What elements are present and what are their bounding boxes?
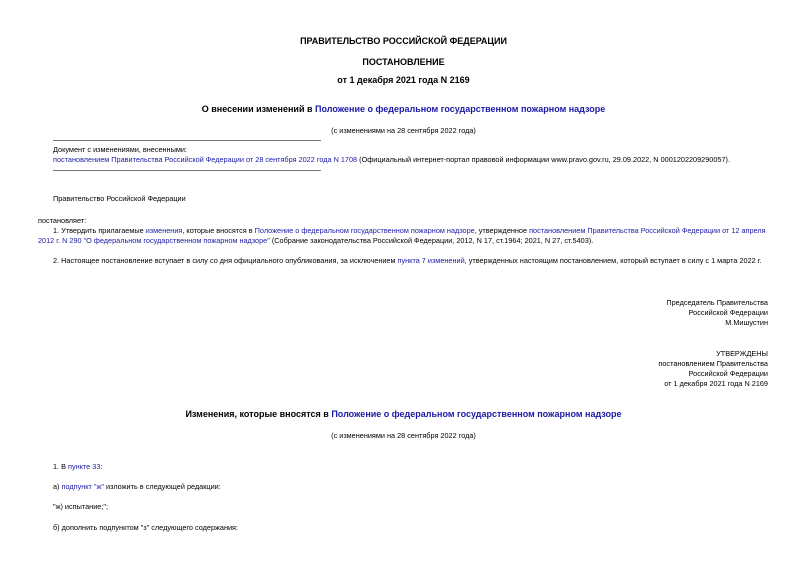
title-revision-note: (с изменениями на 28 сентября 2022 года) — [331, 126, 476, 135]
annex-subpoint-a-end: изложить в следующей редакции: — [103, 482, 221, 491]
amending-resolution-link[interactable]: постановлением Правительства Российской Федерации от 28 сентября 2022 года N 1708 — [53, 155, 358, 164]
annex-title — [0, 409, 807, 419]
annex-regulation-link[interactable]: Положение о федеральном государственном пожарном надзоре — [331, 409, 622, 419]
changes-box-heading: Документ с изменениями, внесенными: — [53, 145, 187, 154]
item-2-text-a: 2. Настоящее постановление вступает в силу со дня официального опубликования, за исключением — [53, 256, 398, 265]
amending-resolution-source: (Официальный интернет-портал правовой информации www.pravo.gov.ru, 29.09.2022, N 0001202209290057). — [357, 155, 730, 164]
resolution-290-link[interactable]: постановлением Правительства Российской Федерации от 12 апреля 2012 г. N 290 "О федеральном государственном пожарном надзоре" — [38, 226, 766, 245]
item-1-paragraph — [38, 226, 770, 246]
approved-label: УТВЕРЖДЕНЫ — [716, 349, 768, 358]
annex-point-1-text: 1. В — [53, 462, 69, 471]
signature-name: М.Мишустин — [725, 318, 768, 327]
title-prefix: О внесении изменений в — [201, 104, 316, 114]
item-2-paragraph — [38, 256, 770, 266]
resolves-text: постановляет: — [38, 216, 87, 225]
item-1-regulation-link[interactable]: Положение о федеральном государственном пожарном надзоре — [254, 226, 475, 235]
changes-box-entry — [53, 155, 730, 164]
document-title — [0, 104, 807, 114]
item-1-text-c: , утвержденное — [474, 226, 530, 235]
document-type: ПОСТАНОВЛЕНИЕ — [362, 57, 445, 67]
subpoint-zh-link[interactable]: подпункт "ж" — [61, 482, 104, 491]
item-1-text-a: 1. Утвердить прилагаемые — [53, 226, 146, 235]
document-date-number: от 1 декабря 2021 года N 2169 — [337, 75, 470, 85]
changes-box-top-rule — [53, 140, 321, 141]
government-name: ПРАВИТЕЛЬСТВО РОССИЙСКОЙ ФЕДЕРАЦИИ — [300, 36, 507, 46]
annex-title-prefix: Изменения, которые вносятся в — [185, 409, 332, 419]
point-7-changes-link[interactable]: пункта 7 изменений — [397, 256, 465, 265]
title-regulation-link[interactable]: Положение о федеральном государственном пожарном надзоре — [315, 104, 606, 114]
changes-box-bottom-rule — [53, 170, 321, 171]
changes-link[interactable]: изменения — [145, 226, 183, 235]
annex-subpoint-b: б) дополнить подпунктом "з" следующего содержания: — [53, 523, 239, 532]
approved-organization: Российской Федерации — [688, 369, 768, 378]
approved-by: постановлением Правительства — [658, 359, 768, 368]
annex-point-1 — [53, 462, 102, 471]
annex-point-1-end: : — [100, 462, 103, 471]
approved-date: от 1 декабря 2021 года N 2169 — [664, 379, 768, 388]
point-33-link[interactable]: пункте 33 — [68, 462, 101, 471]
signature-position: Председатель Правительства — [666, 298, 768, 307]
item-1-text-b: , которые вносятся в — [182, 226, 255, 235]
item-1-text-d: (Собрание законодательства Российской Федерации, 2012, N 17, ст.1964; 2021, N 27, ст.5403). — [269, 236, 594, 245]
signature-organization: Российской Федерации — [688, 308, 768, 317]
annex-revision-note: (с изменениями на 28 сентября 2022 года) — [331, 431, 476, 440]
annex-subpoint-a — [53, 482, 221, 491]
issuer-text: Правительство Российской Федерации — [53, 194, 186, 203]
annex-subpoint-zh-text: "ж) испытание;"; — [53, 502, 108, 511]
item-2-text-b: , утвержденных настоящим постановлением, который вступает в силу с 1 марта 2022 г. — [464, 256, 762, 265]
annex-subpoint-a-text: а) — [53, 482, 62, 491]
